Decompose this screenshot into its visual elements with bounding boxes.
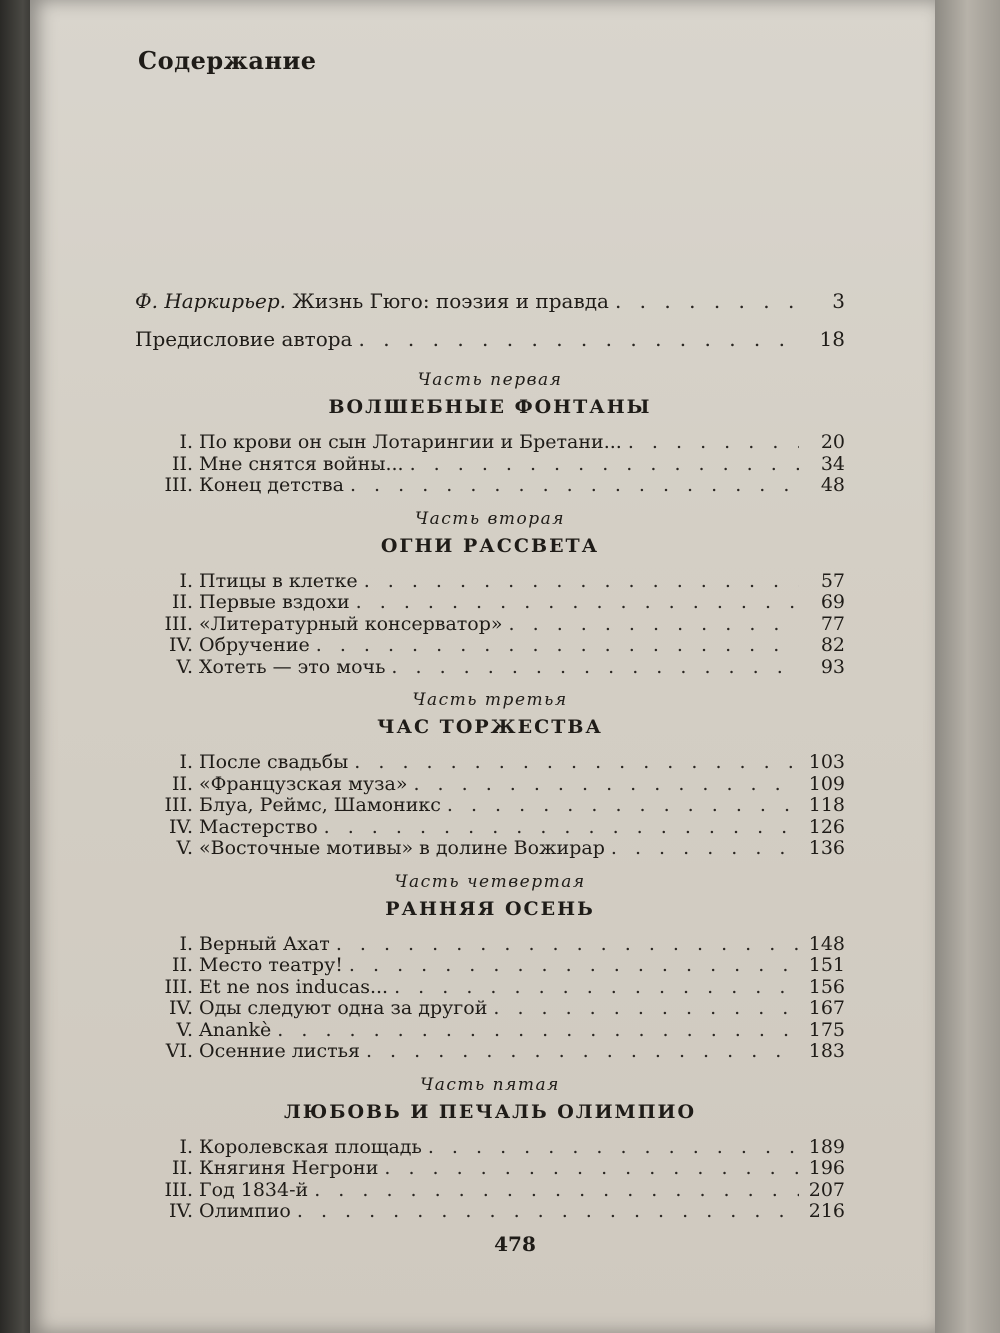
page-number: 167: [808, 997, 845, 1019]
leader-dots: [277, 1020, 799, 1042]
chapter-number: III.: [164, 1178, 193, 1201]
page-number: 18: [819, 327, 845, 351]
chapter-row: [135, 817, 845, 839]
chapter-title: «Литературный консерватор»: [199, 612, 503, 635]
table-of-contents: [135, 282, 845, 1223]
leader-dots: [350, 475, 799, 497]
leader-dots: [611, 838, 799, 860]
part-title: ЛЮБОВЬ И ПЕЧАЛЬ ОЛИМПИО: [283, 1100, 697, 1123]
chapter-number: IV.: [169, 1200, 193, 1222]
page-number: 77: [820, 612, 845, 635]
part-heading: [135, 1075, 845, 1129]
intro-title: Жизнь Гюго: поэзия и правда: [292, 289, 609, 313]
chapter-number: IV.: [169, 815, 193, 838]
chapter-number: V.: [176, 837, 193, 859]
chapter-title: Оды следуют одна за другой: [199, 997, 488, 1019]
chapter-number: II.: [171, 452, 193, 475]
leader-dots: [628, 432, 799, 454]
leader-dots: [349, 955, 799, 977]
leader-dots: [297, 1201, 799, 1223]
chapter-title: Anankè: [199, 1018, 272, 1041]
chapter-title: Княгиня Негрони: [199, 1157, 379, 1179]
leader-dots: [358, 320, 799, 358]
chapter-number: I.: [179, 569, 193, 592]
page-number: 103: [808, 751, 845, 773]
page-number: 20: [820, 431, 845, 453]
chapter-title: «Французская муза»: [199, 772, 408, 795]
chapter-row: [135, 1041, 845, 1063]
part-title: ОГНИ РАССВЕТА: [380, 534, 600, 557]
page-number: 207: [808, 1178, 845, 1201]
chapter-title: После свадьбы: [199, 751, 349, 773]
chapter-title: Конец детства: [199, 474, 344, 496]
part-label: Часть пятая: [420, 1074, 560, 1095]
intro-title: Предисловие автора: [135, 327, 353, 351]
page-number: 175: [808, 1018, 845, 1041]
toc-intro-row: [135, 320, 845, 358]
leader-dots: [410, 454, 799, 476]
chapter-row: [135, 955, 845, 977]
page-number: 34: [820, 452, 845, 475]
page-number: 148: [808, 932, 845, 955]
chapter-title: Блуа, Реймс, Шамоникс: [199, 794, 441, 816]
chapter-title: Осенние листья: [199, 1040, 360, 1062]
chapter-number: III.: [164, 794, 193, 816]
leader-dots: [391, 657, 799, 679]
page-number: 93: [820, 655, 845, 678]
chapter-row: [135, 838, 845, 860]
chapter-row: [135, 657, 845, 679]
chapter-number: IV.: [169, 634, 193, 656]
chapter-number: III.: [164, 612, 193, 635]
page-number: 109: [808, 772, 845, 795]
chapter-title: Олимпио: [199, 1200, 291, 1222]
page-number: 57: [820, 569, 845, 592]
chapter-number: I.: [179, 751, 193, 773]
chapter-title: «Восточные мотивы» в долине Вожирар: [199, 837, 605, 859]
chapter-number: II.: [171, 772, 193, 795]
page-number: 183: [808, 1040, 845, 1062]
leader-dots: [314, 1180, 799, 1202]
chapter-title: Обручение: [199, 634, 310, 656]
chapter-title: Хотеть — это мочь: [199, 655, 386, 678]
part-heading: [135, 509, 845, 563]
page-number: 216: [808, 1200, 845, 1222]
chapter-title: Первые вздохи: [199, 591, 350, 613]
chapter-row: [135, 1158, 845, 1180]
facing-page-edge: [935, 0, 1000, 1333]
leader-dots: [336, 934, 799, 956]
chapter-title: Королевская площадь: [199, 1135, 422, 1158]
part-title: РАННЯЯ ОСЕНЬ: [385, 897, 595, 920]
chapter-row: [135, 1180, 845, 1202]
leader-dots: [364, 571, 799, 593]
chapter-row: [135, 1137, 845, 1159]
section-header: Содержание: [138, 46, 317, 75]
chapter-number: I.: [179, 932, 193, 955]
chapter-number: II.: [171, 954, 193, 976]
chapter-title: Et ne nos inducas...: [199, 975, 389, 998]
page-number: 3: [832, 289, 845, 313]
page-number: 136: [808, 837, 845, 859]
chapter-row: [135, 1201, 845, 1223]
part-title: ВОЛШЕБНЫЕ ФОНТАНЫ: [328, 396, 652, 418]
leader-dots: [394, 977, 799, 999]
chapter-row: [135, 432, 845, 454]
leader-dots: [428, 1137, 799, 1159]
chapter-number: II.: [171, 591, 193, 613]
book-page: [30, 0, 935, 1333]
part-label: Часть первая: [417, 370, 563, 390]
leader-dots: [384, 1158, 799, 1180]
chapter-row: [135, 934, 845, 956]
chapter-number: III.: [164, 975, 193, 998]
chapter-row: [135, 454, 845, 476]
folio-page-number: 478: [494, 1232, 536, 1256]
leader-dots: [356, 592, 799, 614]
page-number: 151: [808, 954, 845, 976]
leader-dots: [354, 752, 799, 774]
leader-dots: [413, 774, 799, 796]
leader-dots: [366, 1041, 799, 1063]
chapter-row: [135, 977, 845, 999]
chapter-title: Птицы в клетке: [199, 569, 358, 592]
chapter-title: Место театру!: [199, 954, 343, 976]
chapter-row: [135, 1020, 845, 1042]
chapter-number: V.: [176, 655, 193, 678]
chapter-number: V.: [176, 1018, 193, 1041]
chapter-title: Год 1834-й: [199, 1178, 309, 1201]
chapter-row: [135, 752, 845, 774]
intro-author: Ф. Наркирьер.: [135, 289, 286, 313]
chapter-title: По крови он сын Лотарингии и Бретани...: [199, 431, 622, 453]
chapter-number: I.: [179, 1135, 193, 1158]
toc-intro-row: [135, 282, 845, 320]
chapter-number: I.: [179, 431, 193, 453]
chapter-row: [135, 475, 845, 497]
part-heading: [135, 370, 845, 424]
chapter-number: IV.: [169, 997, 193, 1019]
page-number: 69: [820, 591, 845, 613]
page-number: 48: [820, 474, 845, 496]
page-number: 82: [820, 634, 845, 656]
leader-dots: [615, 282, 799, 320]
chapter-row: [135, 774, 845, 796]
chapter-row: [135, 998, 845, 1020]
chapter-row: [135, 795, 845, 817]
chapter-title: Мастерство: [199, 815, 318, 838]
chapter-row: [135, 571, 845, 593]
chapter-number: III.: [164, 474, 193, 496]
page-number: 196: [808, 1157, 845, 1179]
leader-dots: [316, 635, 799, 657]
chapter-title: Верный Ахат: [199, 932, 330, 955]
part-heading: [135, 690, 845, 744]
chapter-number: VI.: [165, 1040, 193, 1062]
leader-dots: [509, 614, 799, 636]
leader-dots: [493, 998, 799, 1020]
page-number: 156: [808, 975, 845, 998]
part-title: ЧАС ТОРЖЕСТВА: [377, 716, 603, 738]
part-label: Часть вторая: [414, 508, 566, 529]
chapter-row: [135, 635, 845, 657]
chapter-title: Мне снятся войны...: [199, 452, 404, 475]
page-number: 118: [808, 794, 845, 816]
page-number: 126: [808, 815, 845, 838]
leader-dots: [447, 795, 799, 817]
leader-dots: [324, 817, 799, 839]
chapter-row: [135, 614, 845, 636]
chapter-number: II.: [171, 1157, 193, 1179]
part-heading: [135, 872, 845, 926]
part-label: Часть третья: [412, 690, 568, 710]
part-label: Часть четвертая: [394, 871, 586, 892]
page-number: 189: [808, 1135, 845, 1158]
chapter-row: [135, 592, 845, 614]
